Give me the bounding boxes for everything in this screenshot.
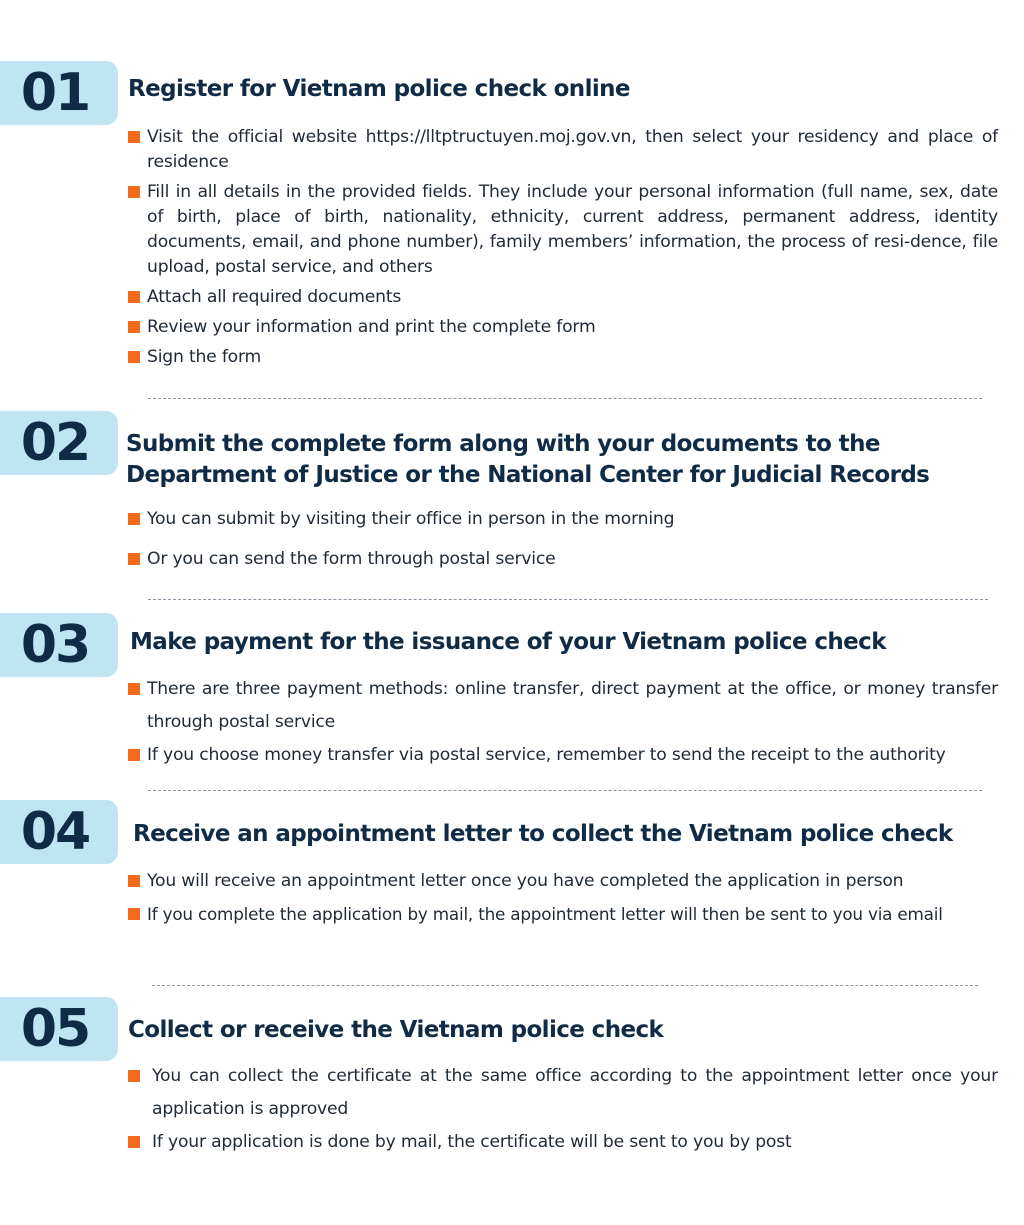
list-item-text: Visit the official website https://lltptructuyen.moj.gov.vn, then select your residency and place of residence [147,127,998,172]
list-item-text: You can submit by visiting their office in person in the morning [147,509,675,529]
step-bullet-list [128,507,998,572]
list-item [128,869,1010,894]
list-item [128,315,998,340]
list-item [128,180,998,280]
orange-square-bullet-icon [128,321,140,333]
step-title: Receive an appointment letter to collect the Vietnam police check [133,821,953,847]
list-item-text: If your application is done by mail, the certificate will be sent to you by post [152,1132,792,1152]
step-bullet-list [128,673,998,772]
list-item-text: Or you can send the form through postal service [147,549,556,569]
step-number-badge: 03 [0,613,118,677]
orange-square-bullet-icon [128,1070,140,1082]
step-title: Submit the complete form along with your documents to the Department of Justice or the National Center for Judicial Records [126,431,930,488]
orange-square-bullet-icon [128,683,140,695]
orange-square-bullet-icon [128,513,140,525]
list-item [128,345,998,370]
list-item [128,547,998,572]
list-item-text: You will receive an appointment letter once you have completed the application in person [147,871,904,891]
list-item [128,1126,998,1159]
list-item-text: There are three payment methods: online transfer, direct payment at the office, or money transfer through postal service [147,679,998,732]
orange-square-bullet-icon [128,186,140,198]
orange-square-bullet-icon [128,351,140,363]
step-number-badge: 02 [0,411,118,475]
step-bullet-list [128,125,998,370]
list-item [128,1060,998,1126]
step-title: Collect or receive the Vietnam police check [128,1017,664,1043]
section-divider [152,985,978,986]
step-bullet-list [128,869,1010,927]
step-number-badge: 05 [0,997,118,1061]
list-item-text: Fill in all details in the provided fields. They include your personal information (full name, sex, date of birth, place of birth, nationality, ethnicity, current address, permanent address, identity documents, email, and phone number), family members’ information, the process of resi-dence, file upload, postal service, and others [147,182,998,277]
orange-square-bullet-icon [128,749,140,761]
orange-square-bullet-icon [128,553,140,565]
list-item [128,507,998,532]
list-item [128,125,998,175]
step-bullet-list [128,1060,998,1159]
list-item [128,285,998,310]
section-divider [148,398,982,399]
orange-square-bullet-icon [128,291,140,303]
list-item [128,739,998,772]
step-number-badge: 01 [0,61,118,125]
list-item-text: If you choose money transfer via postal service, remember to send the receipt to the authority [147,745,946,765]
section-divider [148,599,988,600]
list-item-text: Sign the form [147,347,262,367]
orange-square-bullet-icon [128,1136,140,1148]
step-title: Make payment for the issuance of your Vietnam police check [130,629,886,655]
step-number-badge: 04 [0,800,118,864]
step-title: Register for Vietnam police check online [128,76,630,102]
list-item [128,902,1010,927]
orange-square-bullet-icon [128,131,140,143]
list-item-text: Attach all required documents [147,287,402,307]
list-item-text: If you complete the application by mail, the appointment letter will then be sent to you via email [147,904,943,924]
list-item [128,673,998,739]
list-item-text: You can collect the certificate at the same office according to the appointment letter once your application is approved [152,1066,998,1119]
section-divider [148,790,982,791]
orange-square-bullet-icon [128,875,140,887]
orange-square-bullet-icon [128,908,140,920]
list-item-text: Review your information and print the complete form [147,317,596,337]
